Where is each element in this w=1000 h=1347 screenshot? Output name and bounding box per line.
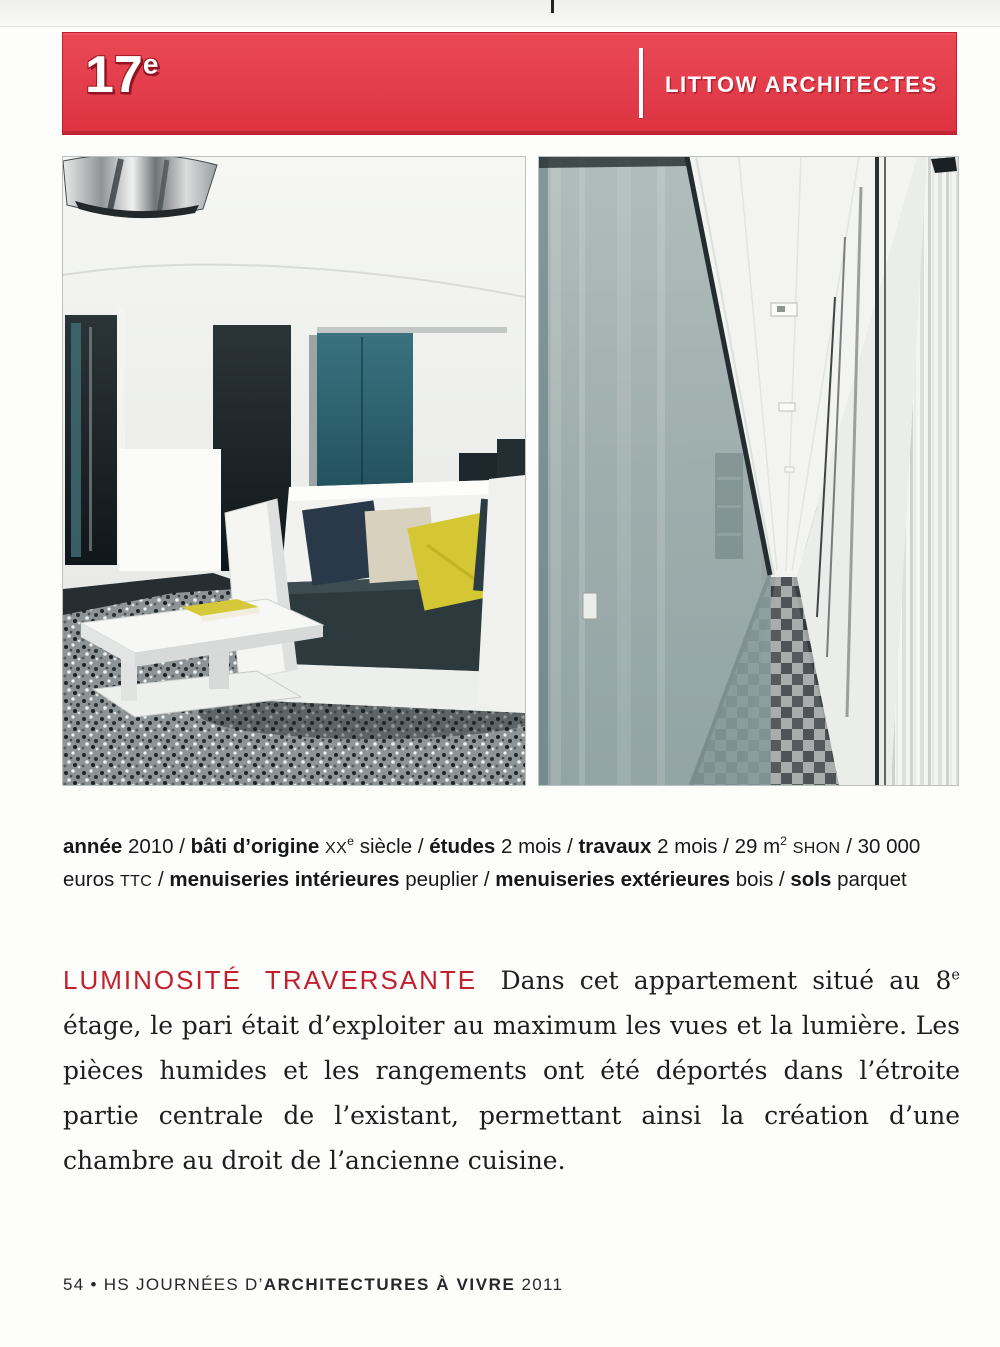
article-body: LUMINOSITÉ TRAVERSANTE Dans cet appartement situé au 8e étage, le pari était d’exploiter au maximum les vues et la lumière. Les pièces humides et les rangements ont été déportés dans l’étroite partie centrale de l’existant, permettant ainsi la création d’une chambre au droit de l’ancienne cuisine. [63, 965, 960, 1175]
scan-tick-mark [551, 0, 554, 13]
page-footer: 54 • HS JOURNÉES D’ARCHITECTURES À VIVRE 2011 [63, 1275, 564, 1294]
glass-door-left [65, 307, 125, 569]
living-room-scene [63, 157, 525, 785]
window-frame-corner [931, 157, 957, 173]
district-number [85, 45, 158, 105]
light-switch [583, 593, 597, 619]
district-number-suffix: e [142, 48, 159, 80]
district-number-text: 17 [85, 46, 143, 104]
sofa [225, 475, 525, 713]
hallway-scene [539, 157, 958, 785]
bright-wall-panel [119, 449, 221, 571]
architect-firm-name: LITTOW ARCHITECTES [665, 72, 938, 97]
project-specs: année 2010 / bâti d’origine XXe siècle / études 2 mois / travaux 2 mois / 29 $m^2$ SHON / 30 000 euros TTC / menuiseries intérieures peuplier / menuiseries extérieures bois / sols parquet [63, 833, 921, 891]
hallway-photo [539, 157, 958, 785]
district-banner [62, 32, 957, 135]
pendant-lamp [63, 157, 217, 218]
scan-artifact-strip [0, 0, 1000, 27]
banner-divider [639, 48, 643, 118]
living-room-photo [63, 157, 525, 785]
